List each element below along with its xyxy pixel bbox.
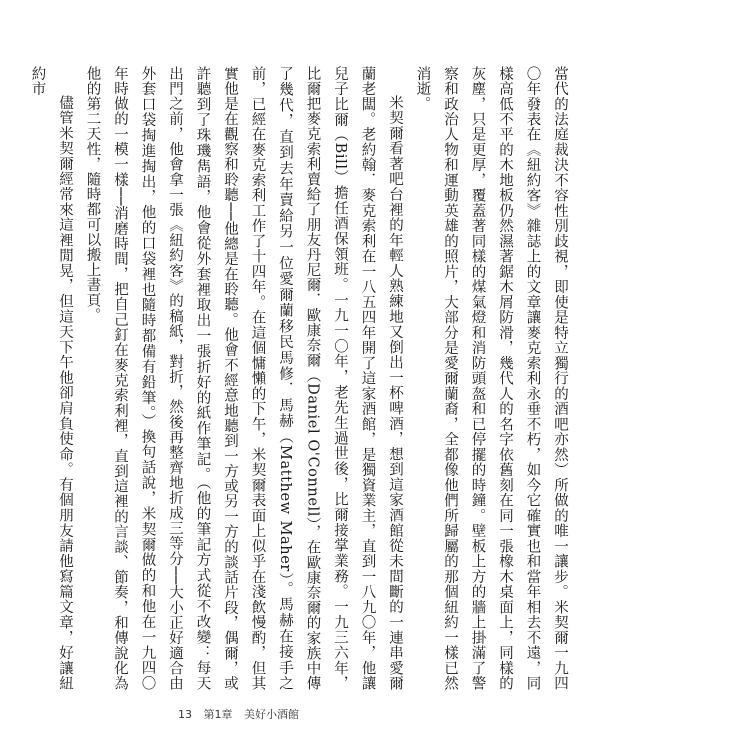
page-number: 13 bbox=[178, 708, 192, 721]
paragraph-3: 儘管米契爾經常來這裡閒晃，但這天下午他卻肩負使命。有個朋友請他寫篇文章，好讓紐約市 bbox=[29, 66, 73, 691]
chapter-label: 第1章 bbox=[203, 708, 233, 721]
page-footer bbox=[178, 706, 307, 722]
paragraph-2: 米契爾看著吧台裡的年輕人熟練地又倒出一杯啤酒，想到這家酒館從未間斷的一連串愛爾蘭老闆。老約翰．麥克索利在一八五四年開了這家酒館，是獨資業主，直到一八九〇年，他讓兒子比爾（Bill）擔任酒保領班。一九一〇年，老先生過世後，比爾接掌業務。一九三六年，比爾把麥克索利賣給了朋友丹尼爾．歐康奈爾（Daniel O'Connell），在歐康奈爾的家族中傳了幾代，直到去年賣給另一位愛爾蘭移民馬修．馬赫（Matthew Maher）。馬赫在接手之前，已經在麥克索利工作了十四年。在這個慵懶的下午，米契爾表面上似乎在淺飲慢酌，但其實他是在觀察和聆聽──他總是在聆聽。他會不經意地聽到一方或另一方的談話片段，偶爾，或許聽到了珠璣雋語，他會從外套裡取出一張折好的紙作筆記。（他的筆記方式從不改變：每天出門之前，他會拿一張《紐約客》的稿紙，對折，然後再整齊地折成三等分──大小正好適合由外套口袋掏進掏出，他的口袋裡也隨時都備有鉛筆。）換句話說，米契爾做的和他在一九四〇年時做的一模一樣──消磨時間，把自己釘在麥克索利裡，直到這裡的言談、節奏，和傳說化為他的第二天性，隨時都可以搬上書頁。 bbox=[84, 66, 403, 691]
chapter-title: 美好小酒館 bbox=[244, 708, 299, 721]
body-text bbox=[29, 66, 573, 691]
paragraph-1: 當代的法庭裁決不容性別歧視，即使是特立獨行的酒吧亦然）所做的唯一讓步。米契爾一九四〇年發表在《紐約客》雜誌上的文章讓麥克索利永垂不朽，如今它確實也和當年相去不遠，同樣高低不平的木地板仍然濕著鋸木屑防滑，幾代人的名字依舊刻在同一張橡木桌面上，同樣的灰塵，只是更厚，覆蓋著同樣的煤氣燈和消防頭盔和已停擺的時鐘。壁板上方的牆上掛滿了警察和政治人物和運動英雄的照片，大部分是愛爾蘭裔，全都像他們所歸屬的那個紐約一樣已然消逝。 bbox=[414, 66, 568, 691]
